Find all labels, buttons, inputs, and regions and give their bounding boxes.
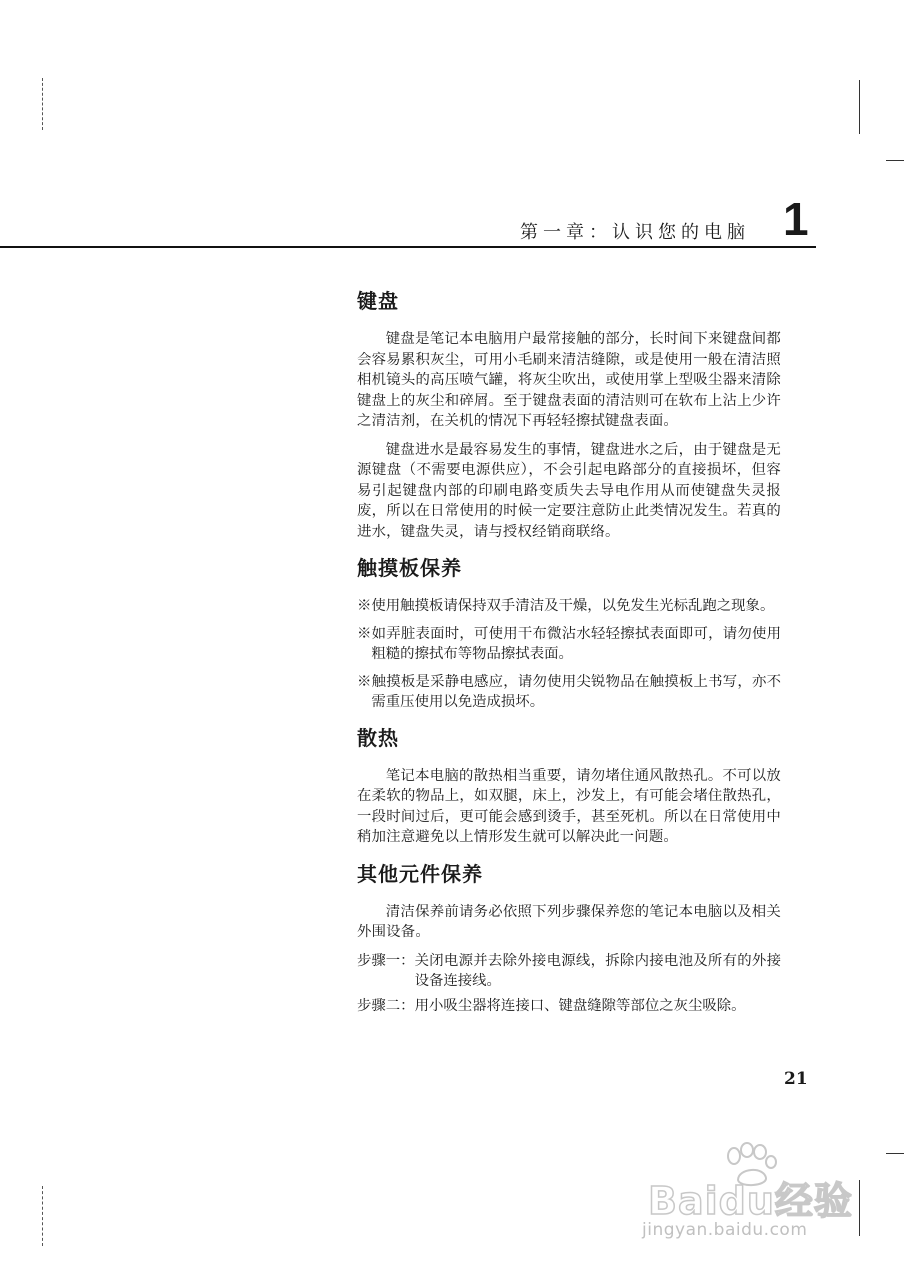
watermark-url: jingyan.baidu.com xyxy=(642,1220,808,1240)
section-heading-other-components: 其他元件保养 xyxy=(357,861,483,886)
section-heading-cooling: 散热 xyxy=(357,725,399,750)
section-touchpad xyxy=(357,554,781,713)
step-label: 步骤二： xyxy=(357,997,415,1014)
paragraph: 笔记本电脑的散热相当重要，请勿堵住通风散热孔。不可以放在柔软的物品上，如双腿，床上，沙发上，有可能会堵住散热孔，一段时间过后，更可能会感到烫手，甚至死机。所以在日常使用中稍加注意避免以上情形发生就可以解决此一问题。 xyxy=(357,767,781,845)
step-label: 步骤一： xyxy=(357,952,415,969)
paragraph: 键盘是笔记本电脑用户最常接触的部分，长时间下来键盘间都会容易累积灰尘，可用小毛刷来清洁缝隙，或是使用一般在清洁照相机镜头的高压喷气罐，将灰尘吹出，或使用掌上型吸尘器来清除键盘上的灰尘和碎屑。至于键盘表面的清洁则可在软布上沾上少许之清洁剂，在关机的情况下再轻轻擦拭键盘表面。 xyxy=(357,331,781,429)
baidu-watermark xyxy=(642,1142,853,1252)
chapter-divider xyxy=(0,246,816,248)
page-content xyxy=(357,287,781,1020)
step-text: 用小吸尘器将连接口、键盘缝隙等部位之灰尘吸除。 xyxy=(414,997,746,1014)
section-heading-keyboard: 键盘 xyxy=(357,289,399,313)
note-item: ※如弄脏表面时，可使用干布微沾水轻轻擦拭表面即可，请勿使用粗糙的擦拭布等物品擦拭表面。 xyxy=(357,625,781,662)
crop-mark-top-right-horizontal xyxy=(886,160,904,161)
step-item xyxy=(357,996,781,1017)
paragraph: 键盘进水是最容易发生的事情，键盘进水之后，由于键盘是无源键盘（不需要电源供应），不会引起电路部分的直接损坏，但容易引起键盘内部的印刷电路变质失去导电作用从而使键盘失灵报废，所以在日常使用的时候一定要注意防止此类情况发生。若真的进水，键盘失灵，请与授权经销商联络。 xyxy=(357,441,781,540)
crop-mark-bottom-right-horizontal xyxy=(886,1153,904,1154)
chapter-title: 第一章：认识您的电脑 xyxy=(520,222,750,243)
watermark-brand: Baidu经验 xyxy=(648,1179,853,1223)
section-keyboard xyxy=(357,287,781,542)
section-cooling xyxy=(357,724,781,848)
crop-mark-bottom-left xyxy=(42,1186,43,1246)
step-text: 关闭电源并去除外接电源线，拆除内接电池及所有的外接设备连接线。 xyxy=(414,952,781,989)
chapter-number: 1 xyxy=(783,193,809,245)
page-number: 21 xyxy=(784,1069,808,1089)
crop-mark-top-right-vertical xyxy=(859,80,860,134)
section-heading-touchpad: 触摸板保养 xyxy=(357,556,462,580)
note-item: ※触摸板是采静电感应，请勿使用尖锐物品在触摸板上书写，亦不需重压使用以免造成损坏。 xyxy=(357,673,781,710)
section-other-components xyxy=(357,860,781,1017)
note-item: ※使用触摸板请保持双手清洁及干燥，以免发生光标乱跑之现象。 xyxy=(357,598,775,614)
step-item xyxy=(357,951,781,992)
paragraph: 清洁保养前请务必依照下列步骤保养您的笔记本电脑以及相关外围设备。 xyxy=(357,903,781,940)
crop-mark-top-left xyxy=(42,78,43,130)
crop-mark-bottom-right-vertical xyxy=(859,1180,860,1236)
